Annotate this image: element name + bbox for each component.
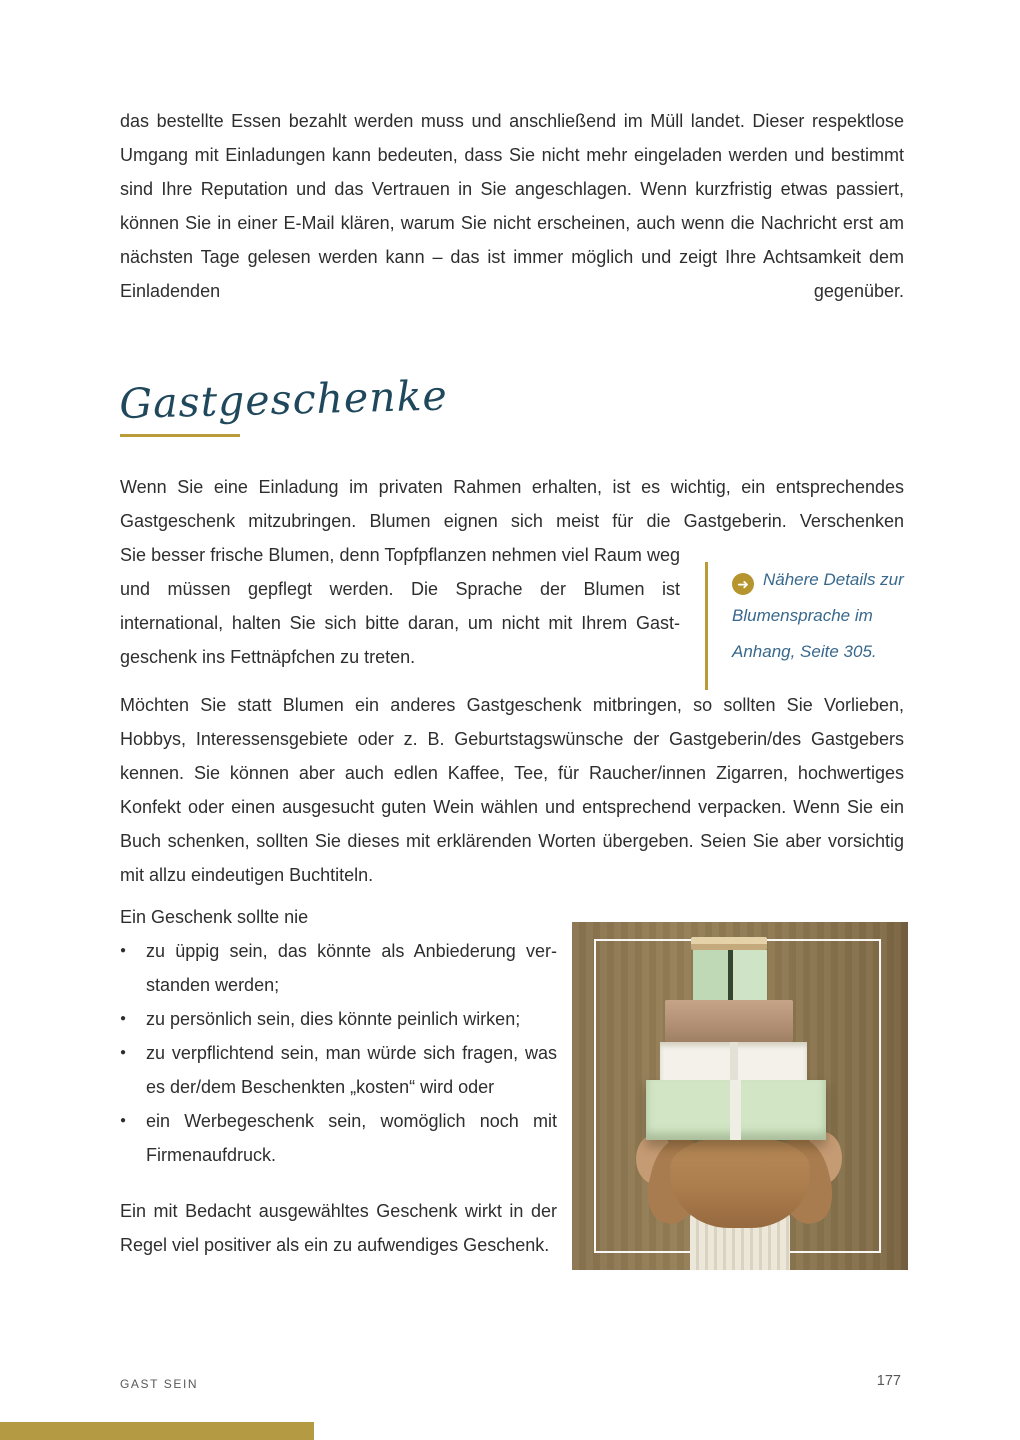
gift-ribbon-white [730,1042,738,1080]
list-item [120,1104,557,1172]
bullet-icon: ● [120,1047,127,1058]
section-heading-block [118,371,449,437]
gift-list [120,934,557,1172]
list-item [120,1002,557,1036]
bullet-icon: ● [120,945,127,956]
list-item [120,1036,557,1104]
gift-list-intro: Ein Geschenk sollte nie [120,907,309,927]
margin-note [705,562,917,690]
list-item [120,934,557,1002]
arrow-right-circle-icon: ➜ [732,573,754,595]
list-item-text: zu persönlich sein, dies könnte peinlich wirken; [146,1009,521,1029]
gift-box-brown [665,1000,793,1042]
bullet-icon: ● [120,1115,127,1126]
heading-underline [120,434,240,437]
footer-chapter-label: GAST SEIN [120,1377,199,1391]
list-item-text: zu verpflichtend sein, man würde sich fragen, was es der/dem Beschenkten „kosten“ wird oder [146,1043,557,1097]
bottom-accent-bar [0,1422,314,1440]
margin-note-text: Nähere Details zur Blumensprache im Anhang, Seite 305. [732,570,904,661]
gift-ribbon-mint [730,1080,741,1140]
gift-box-lid-top [691,937,767,950]
body-paragraph-3: Möchten Sie statt Blumen ein anderes Gastgeschenk mitbringen, so sollten Sie Vorlieben, Hobbys, Interessensgebiete oder z. B. Geburtstagswünsche der Gastgeberin/des Gastgebers kennen. Sie können aber auch edlen Kaffee, Tee, für Raucher/innen Zigarren, hochwertiges Konfekt oder einen ausgesucht guten Wein wählen und entsprechend verpacken. Wenn Sie ein Buch schenken, sollten Sie dieses mit erklärenden Worten übergeben. Seien Sie aber vorsichtig mit allzu eindeutigen Buchtiteln. [120,695,904,885]
body-paragraph-1: das bestellte Essen bezahlt werden muss und anschließend im Müll landet. Dieser respektlose Umgang mit Einladungen kann bedeuten, dass Sie nicht mehr eingeladen werden und bestimmt sind Ihre Reputation und das Vertrauen in Sie angeschlagen. Wenn kurzfristig etwas passiert, können Sie in einer E-Mail klären, warum Sie nicht erscheinen, auch wenn die Nachricht erst am nächsten Tage gelesen werden kann – das ist immer möglich und zeigt Ihre Achtsamkeit dem Einladenden gegenüber. [120,111,904,301]
bullet-icon: ● [120,1013,127,1024]
gift-box-green-small-right [733,950,767,1000]
footer-page-number: 177 [876,1373,901,1389]
gift-box-green-small-left [693,950,728,1000]
gift-photo [572,922,908,1270]
list-item-text: zu üppig sein, das könnte als Anbiederung verstanden werden; [146,941,557,995]
body-paragraph-2-intro: Wenn Sie eine Einladung im privaten Rahmen erhalten, ist es wichtig, ein entsprechendes Gastgeschenk mitzubringen. Blumen eignen sich meist für die Gastgeberin. Verschenken [120,477,904,531]
gift-guidelines-column [120,900,557,1262]
section-heading: Gastgeschenke [118,371,449,428]
list-item-text: ein Werbegeschenk sein, womöglich noch mit Firmenaufdruck. [146,1111,557,1165]
body-paragraph-2-wrap: Sie besser frische Blumen, denn Topfpflanzen nehmen viel Raum weg und müssen gepflegt werden. Die Sprache der Blumen ist international, halten Sie sich bitte daran, um nicht mit Ihrem Gastgeschenk ins Fettnäpfchen zu treten. [120,545,680,667]
person-sweater [670,1136,810,1228]
body-paragraph-4: Ein mit Bedacht ausgewähltes Geschenk wirkt in der Regel viel positiver als ein zu aufwendiges Geschenk. [120,1201,557,1255]
